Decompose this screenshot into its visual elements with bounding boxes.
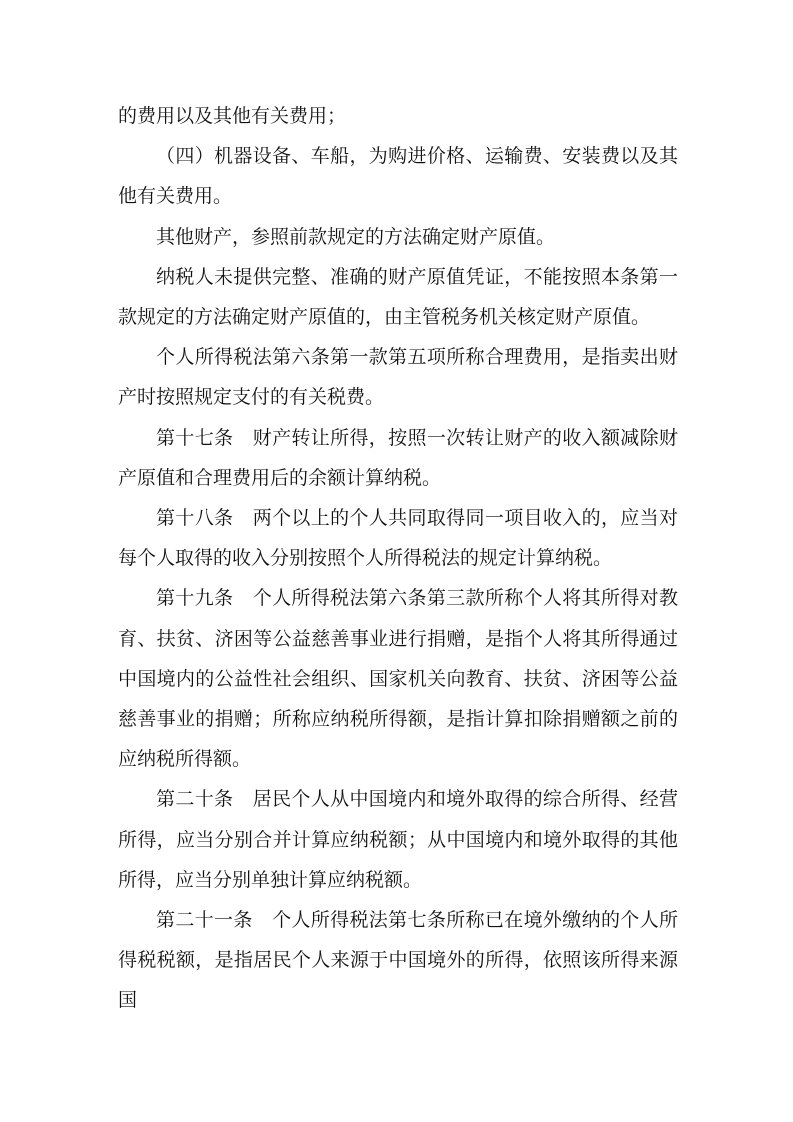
article-19: 第十九条 个人所得税法第六条第三款所称个人将其所得对教育、扶贫、济困等公益慈善事业进行捐赠，是指个人将其所得通过中国境内的公益性社会组织、国家机关向教育、扶贫、济困等公益慈善事业的捐赠；所称应纳税所得额，是指计算扣除捐赠额之前的应纳税所得额。 — [118, 587, 678, 771]
paragraph-other-property: 其他财产，参照前款规定的方法确定财产原值。 — [156, 225, 556, 248]
article-21: 第二十一条 个人所得税法第七条所称已在境外缴纳的个人所得税税额，是指居民个人来源于中国境外的所得，依照该所得来源国 — [118, 909, 678, 1012]
paragraph-continuation: 的费用以及其他有关费用； — [118, 105, 347, 127]
article-20: 第二十条 居民个人从中国境内和境外取得的综合所得、经营所得，应当分别合并计算应纳税额；从中国境内和境外取得的其他所得，应当分别单独计算应纳税额。 — [118, 788, 678, 891]
article-17: 第十七条 财产转让所得，按照一次转让财产的收入额减除财产原值和合理费用后的余额计算纳税。 — [118, 426, 678, 489]
paragraph-item-four: （四）机器设备、车船，为购进价格、运输费、安装费以及其他有关费用。 — [118, 145, 678, 208]
paragraph-reasonable-expenses: 个人所得税法第六条第一款第五项所称合理费用，是指卖出财产时按照规定支付的有关税费。 — [118, 346, 678, 409]
article-18: 第十八条 两个以上的个人共同取得同一项目收入的，应当对每个人取得的收入分别按照个人所得税法的规定计算纳税。 — [118, 507, 678, 570]
paragraph-original-value-voucher: 纳税人未提供完整、准确的财产原值凭证，不能按照本条第一款规定的方法确定财产原值的，由主管税务机关核定财产原值。 — [118, 265, 678, 329]
body-text — [118, 96, 678, 1021]
